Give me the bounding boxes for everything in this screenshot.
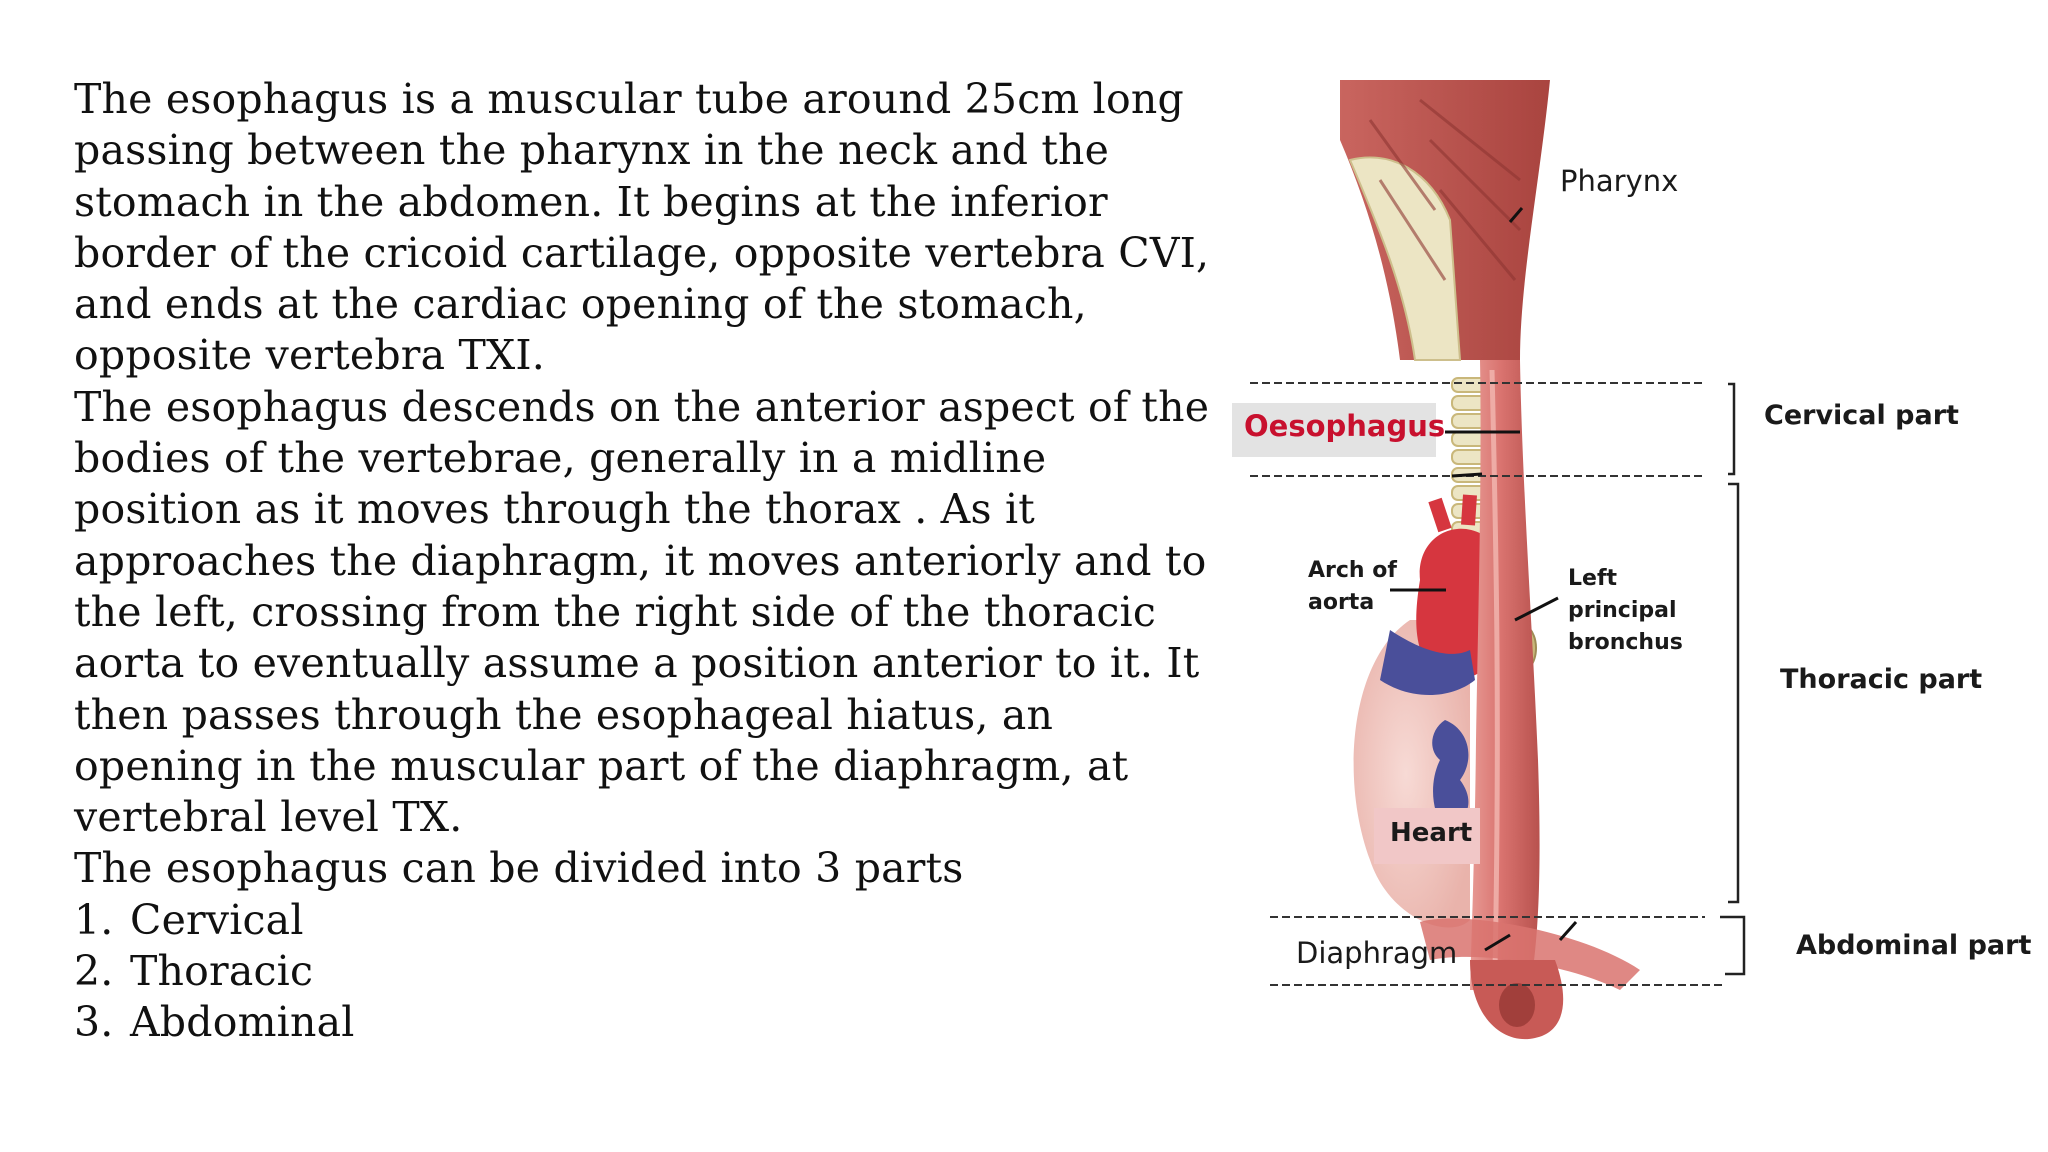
arch-of-aorta-label-1: Arch of — [1308, 558, 1397, 583]
diaphragm-label: Diaphragm — [1296, 936, 1458, 970]
list-text: Abdominal — [130, 998, 355, 1047]
cervical-part-label: Cervical part — [1764, 400, 1959, 431]
left-principal-bronchus-label-2: principal — [1568, 598, 1677, 623]
body-text — [74, 74, 1224, 1049]
cervical-bracket — [1728, 384, 1734, 474]
cervical-arrow — [1452, 474, 1482, 476]
list-text: Cervical — [130, 895, 304, 944]
oesophagus-label: Oesophagus — [1244, 409, 1446, 443]
arch-of-aorta-label-2: aorta — [1308, 590, 1375, 615]
abdominal-bracket — [1720, 917, 1744, 974]
thoracic-bracket — [1728, 484, 1738, 902]
parts-list — [74, 895, 1224, 1049]
list-number: 2. — [74, 947, 114, 996]
paragraph-course: The esophagus descends on the anterior aspect of the bodies of the vertebrae, generally in a midline position as it moves through the thorax . As it approaches the diaphragm, it moves anteriorly and to the left, crossing from the right side of the thoracic aorta to eventually assume a position anterior to it. It then passes through the esophageal hiatus, an opening in the muscular part of the diaphragm, at vertebral level TX. — [74, 382, 1210, 842]
heart-label: Heart — [1390, 818, 1473, 848]
list-text: Thoracic — [130, 947, 314, 996]
thoracic-part-label: Thoracic part — [1780, 664, 1983, 695]
pharynx-label: Pharynx — [1560, 164, 1679, 198]
list-number: 1. — [74, 895, 114, 944]
diaphragm-leader-2 — [1560, 922, 1576, 940]
left-principal-bronchus-label-3: bronchus — [1568, 630, 1683, 655]
paragraph-parts: The esophagus can be divided into 3 parts — [74, 844, 964, 893]
list-number: 3. — [74, 998, 114, 1047]
left-principal-bronchus-label-1: Left — [1568, 566, 1618, 591]
list-item — [74, 946, 1224, 997]
paragraph-intro: The esophagus is a muscular tube around 25cm long passing between the pharynx in the neck and the stomach in the abdomen. It begins at the inferior border of the cricoid cartilage, opposite vertebra CVI, and ends at the cardiac opening of the stomach, opposite vertebra TXI. — [74, 75, 1210, 380]
list-item — [74, 997, 1224, 1048]
esophagus-anatomy-figure — [1220, 60, 2048, 1100]
cardiac-opening — [1499, 983, 1535, 1027]
list-item — [74, 895, 1224, 946]
abdominal-part-label: Abdominal part — [1796, 930, 2032, 961]
